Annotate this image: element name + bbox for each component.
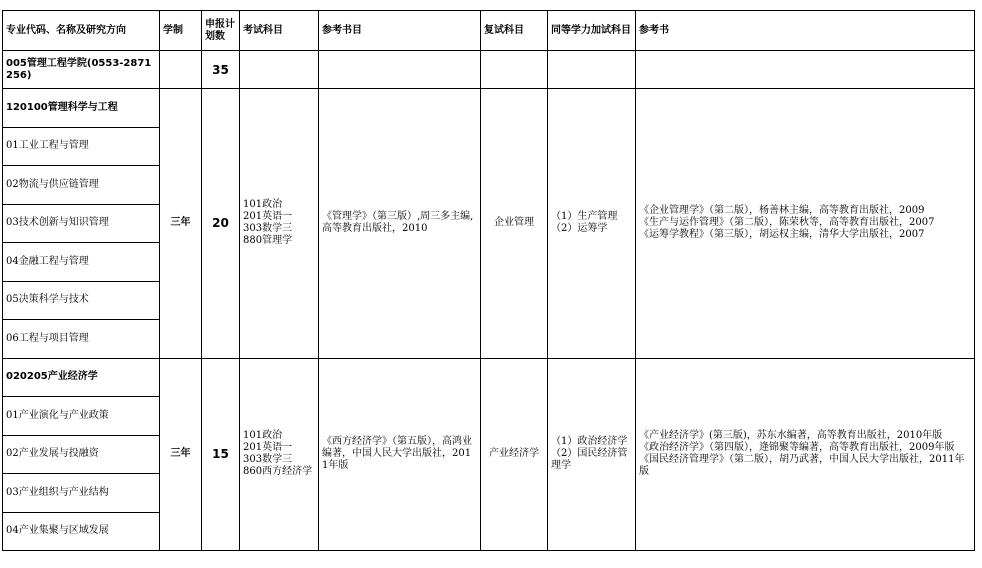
program-quota: 20	[202, 89, 240, 359]
direction-item: 04金融工程与管理	[3, 243, 160, 282]
college-row	[3, 51, 975, 89]
program-retest: 企业管理	[481, 89, 548, 359]
direction-item: 01工业工程与管理	[3, 127, 160, 166]
program-title-row	[3, 358, 975, 397]
table-header	[3, 11, 975, 51]
program-title: 020205产业经济学	[3, 358, 160, 397]
program-ref: 《产业经济学》(第三版)，苏东水编著，高等教育出版社，2010年版 《政治经济学》（第四版），逄锦聚等编著，高等教育出版社，2009年版 《国民经济管理学》（第二版），胡乃武著，中国人民大学出版社，2011年版	[636, 358, 975, 551]
direction-item: 02产业发展与投融资	[3, 435, 160, 474]
direction-item: 04产业集聚与区域发展	[3, 512, 160, 551]
program-duration: 三年	[160, 358, 202, 551]
header-ref-books: 参考书目	[319, 11, 481, 51]
program-extra: （1）政治经济学 （2）国民经济管理学	[548, 358, 636, 551]
program-duration: 三年	[160, 89, 202, 359]
program-retest: 产业经济学	[481, 358, 548, 551]
direction-item: 05决策科学与技术	[3, 281, 160, 320]
program-exam: 101政治 201英语一 303数学三 880管理学	[240, 89, 319, 359]
direction-item: 02物流与供应链管理	[3, 166, 160, 205]
direction-item: 03产业组织与产业结构	[3, 474, 160, 513]
header-major: 专业代码、名称及研究方向	[3, 11, 160, 51]
program-ref-books: 《西方经济学》（第五版），高鸿业编著，中国人民大学出版社，2011年版	[319, 358, 481, 551]
header-duration: 学制	[160, 11, 202, 51]
college-name: 005管理工程学院(0553-2871256)	[3, 51, 160, 89]
direction-item: 01产业演化与产业政策	[3, 397, 160, 436]
college-quota: 35	[202, 51, 240, 89]
program-quota: 15	[202, 358, 240, 551]
header-ref: 参考书	[636, 11, 975, 51]
program-title: 120100管理科学与工程	[3, 89, 160, 128]
header-retest: 复试科目	[481, 11, 548, 51]
program-title-row	[3, 89, 975, 128]
header-exam: 考试科目	[240, 11, 319, 51]
direction-item: 06工程与项目管理	[3, 320, 160, 359]
header-quota: 申报计划数	[202, 11, 240, 51]
direction-item: 03技术创新与知识管理	[3, 204, 160, 243]
program-exam: 101政治 201英语一 303数学三 860西方经济学	[240, 358, 319, 551]
header-extra: 同等学力加试科目	[548, 11, 636, 51]
program-ref: 《企业管理学》（第二版），杨善林主编，高等教育出版社，2009 《生产与运作管理》（第二版），陈荣秋等，高等教育出版社，2007 《运筹学教程》（第三版），胡运权主编，清华大学出版社，2007	[636, 89, 975, 359]
program-ref-books: 《管理学》（第三版）,周三多主编,高等教育出版社，2010	[319, 89, 481, 359]
program-table	[2, 10, 975, 551]
program-extra: （1）生产管理 （2）运筹学	[548, 89, 636, 359]
